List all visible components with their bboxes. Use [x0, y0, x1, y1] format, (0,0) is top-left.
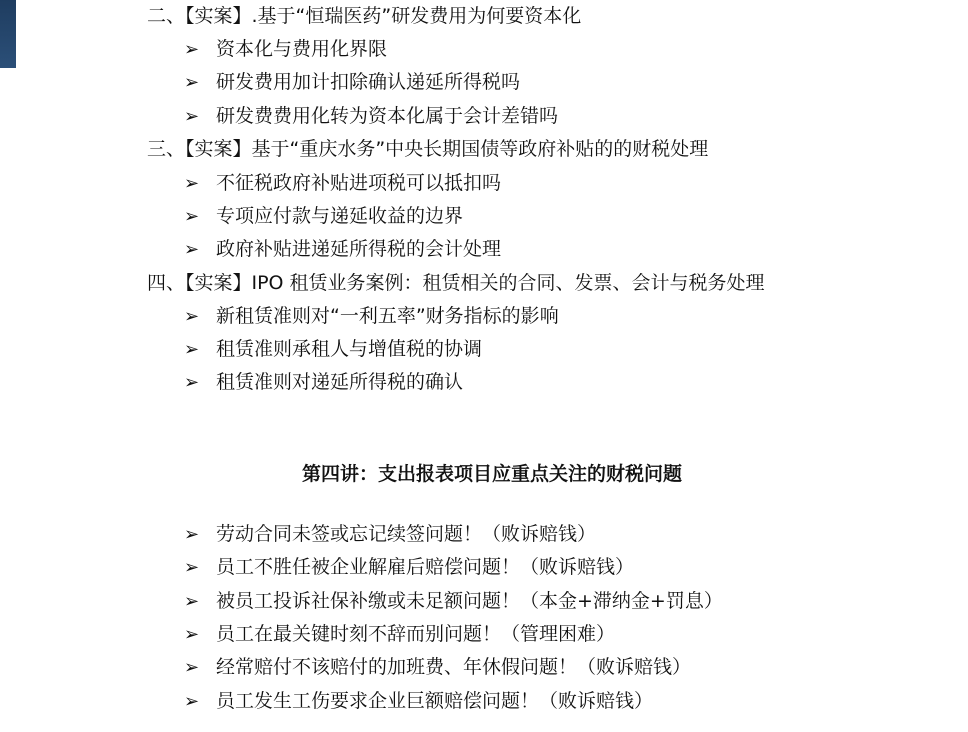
arrow-bullet-icon: ➢: [184, 39, 200, 60]
list-item: [184, 304, 559, 329]
arrow-bullet-icon: ➢: [184, 239, 200, 260]
list-item: [184, 37, 387, 62]
list-item: [184, 171, 501, 196]
list-item-label: 研发费用加计扣除确认递延所得税吗: [216, 71, 521, 93]
list-item-label: 租赁准则承租人与增值税的协调: [216, 338, 483, 360]
list-item-label: 劳动合同未签或忘记续签问题！（败诉赔钱）: [216, 523, 597, 545]
list-item: [184, 522, 596, 547]
list-item-label: 资本化与费用化界限: [216, 38, 388, 60]
arrow-bullet-icon: ➢: [184, 72, 200, 93]
section-heading-3: 三、【实案】基于“重庆水务”中央长期国债等政府补贴的的财税处理: [147, 138, 709, 160]
arrow-bullet-icon: ➢: [184, 173, 200, 194]
list-item-label: 员工在最关键时刻不辞而别问题！（管理困难）: [216, 623, 616, 645]
list-item: [184, 204, 463, 229]
arrow-bullet-icon: ➢: [184, 624, 200, 645]
list-item-label: 租赁准则对递延所得税的确认: [216, 371, 464, 393]
arrow-bullet-icon: ➢: [184, 339, 200, 360]
list-item: [184, 655, 691, 680]
list-item-label: 被员工投诉社保补缴或未足额问题！（本金+滞纳金+罚息）: [216, 590, 723, 612]
list-item-label: 政府补贴进递延所得税的会计处理: [216, 238, 502, 260]
arrow-bullet-icon: ➢: [184, 372, 200, 393]
list-item-label: 不征税政府补贴进项税可以抵扣吗: [216, 172, 502, 194]
list-item: [184, 589, 723, 614]
list-item-label: 新租赁准则对“一利五率”财务指标的影响: [216, 305, 559, 327]
list-item: [184, 622, 615, 647]
list-item: [184, 370, 463, 395]
list-item: [184, 70, 520, 95]
list-item: [184, 555, 634, 580]
left-accent-bar: [0, 0, 16, 68]
section-heading-4: 四、【实案】IPO 租赁业务案例：租赁相关的合同、发票、会计与税务处理: [147, 272, 765, 294]
list-item-label: 经常赔付不该赔付的加班费、年休假问题！（败诉赔钱）: [216, 656, 692, 678]
arrow-bullet-icon: ➢: [184, 106, 200, 127]
list-item-label: 员工发生工伤要求企业巨额赔偿问题！（败诉赔钱）: [216, 690, 654, 712]
lecture-title: 第四讲：支出报表项目应重点关注的财税问题: [301, 463, 682, 485]
list-item: [184, 337, 482, 362]
list-item-label: 专项应付款与递延收益的边界: [216, 205, 464, 227]
arrow-bullet-icon: ➢: [184, 306, 200, 327]
arrow-bullet-icon: ➢: [184, 691, 200, 712]
section-heading-2: 二、【实案】.基于“恒瑞医药”研发费用为何要资本化: [147, 5, 582, 27]
arrow-bullet-icon: ➢: [184, 591, 200, 612]
list-item-label: 研发费费用化转为资本化属于会计差错吗: [216, 105, 559, 127]
arrow-bullet-icon: ➢: [184, 557, 200, 578]
arrow-bullet-icon: ➢: [184, 524, 200, 545]
list-item: [184, 237, 501, 262]
arrow-bullet-icon: ➢: [184, 206, 200, 227]
list-item-label: 员工不胜任被企业解雇后赔偿问题！（败诉赔钱）: [216, 556, 635, 578]
arrow-bullet-icon: ➢: [184, 657, 200, 678]
list-item: [184, 104, 558, 129]
list-item: [184, 689, 653, 714]
